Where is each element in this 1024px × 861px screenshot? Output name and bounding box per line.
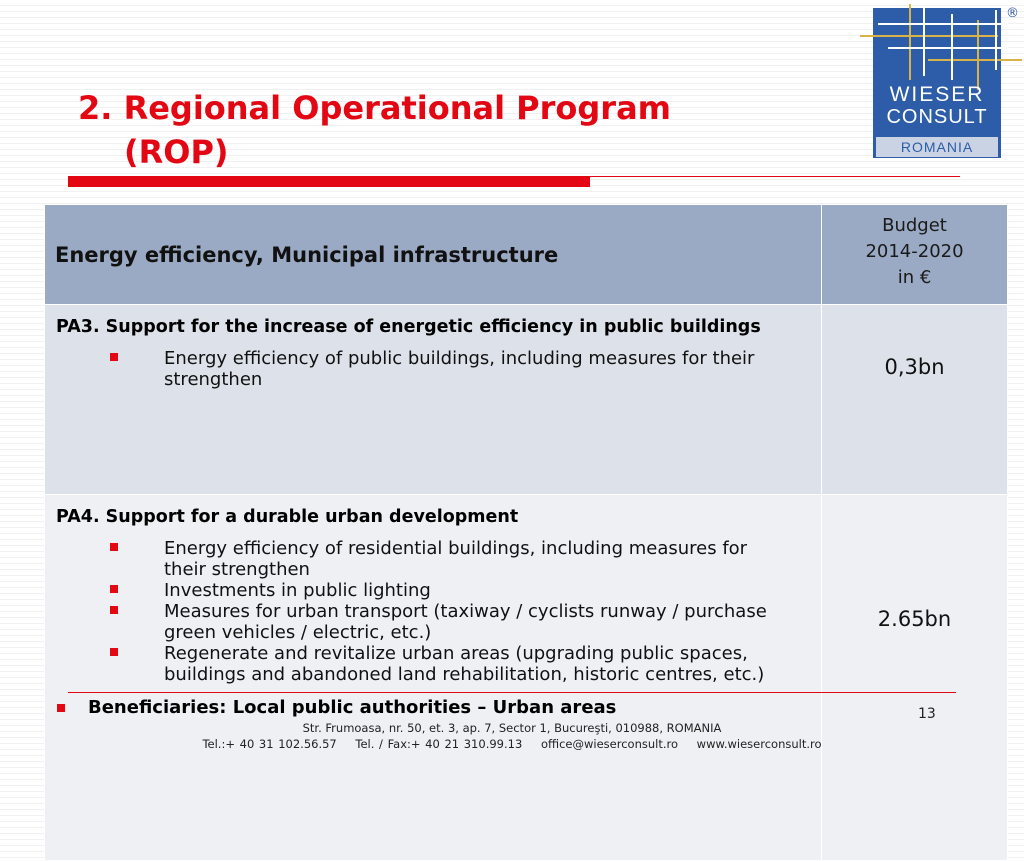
logo-grid-icon bbox=[858, 0, 1024, 90]
footer-divider bbox=[68, 692, 956, 693]
logo-text-consult: CONSULT bbox=[886, 106, 988, 128]
header-budget-line1: Budget bbox=[882, 215, 947, 236]
list-item-text: Energy efficiency of residential buildings, including measures for their strengthen bbox=[164, 538, 748, 580]
pa4-budget-value: 2.65bn bbox=[822, 495, 1008, 861]
list-item-text: Investments in public lighting bbox=[164, 580, 431, 601]
footer-address: Str. Frumoasa, nr. 50, et. 3, ap. 7, Sector 1, Bucureşti, 010988, ROMANIA bbox=[302, 721, 722, 735]
bullet-square-icon bbox=[110, 606, 118, 614]
list-item bbox=[46, 580, 820, 601]
list-item-text: Regenerate and revitalize urban areas (upgrading public spaces, buildings and abandoned land rehabilitation, historic centres, etc.) bbox=[164, 643, 765, 685]
pa4-bullet-list bbox=[46, 538, 820, 685]
table-row bbox=[45, 305, 1008, 495]
table-header-row bbox=[45, 205, 1008, 305]
pa4-cell bbox=[45, 495, 822, 861]
slide-title-line2: (ROP) bbox=[124, 133, 229, 171]
pa3-bullet-list bbox=[46, 348, 820, 390]
footer-fax: Tel. / Fax:+ 40 21 310.99.13 bbox=[355, 737, 523, 751]
header-budget bbox=[822, 205, 1008, 305]
pa3-cell bbox=[45, 305, 822, 495]
pa3-title: PA3. Support for the increase of energetic efficiency in public buildings bbox=[56, 317, 761, 337]
title-underline-thin bbox=[590, 176, 960, 177]
header-budget-line3: in € bbox=[897, 267, 932, 288]
footer-contacts bbox=[0, 737, 1024, 751]
list-item-text: Measures for urban transport (taxiway / cyclists runway / purchase green vehicles / electric, etc.) bbox=[164, 601, 767, 643]
bullet-square-icon bbox=[57, 704, 65, 712]
page-number: 13 bbox=[918, 706, 936, 722]
registered-mark: ® bbox=[1006, 6, 1019, 21]
list-item bbox=[46, 643, 820, 685]
bullet-square-icon bbox=[110, 353, 118, 361]
bullet-square-icon bbox=[110, 543, 118, 551]
beneficiaries-text: Beneficiaries: Local public authorities – Urban areas bbox=[88, 697, 617, 718]
footer-tel: Tel.:+ 40 31 102.56.57 bbox=[202, 737, 337, 751]
footer-email-link[interactable]: office@wieserconsult.ro bbox=[540, 737, 679, 751]
logo-text-romania: ROMANIA bbox=[876, 137, 998, 157]
slide-title-line1: 2. Regional Operational Program bbox=[78, 89, 672, 127]
rop-table bbox=[44, 204, 1008, 861]
list-item-text: Energy efficiency of public buildings, including measures for their strengthen bbox=[164, 348, 755, 390]
title-underline-thick bbox=[68, 176, 590, 187]
footer-web-link[interactable]: www.wieserconsult.ro bbox=[696, 737, 822, 751]
pa4-title: PA4. Support for a durable urban development bbox=[56, 507, 519, 527]
logo-text-wieser: WIESER bbox=[889, 83, 985, 106]
list-item bbox=[46, 601, 820, 643]
wieser-consult-logo bbox=[858, 0, 1024, 160]
list-item bbox=[46, 348, 820, 390]
header-budget-line2: 2014-2020 bbox=[865, 241, 964, 262]
header-category: Energy efficiency, Municipal infrastructure bbox=[45, 205, 822, 305]
beneficiaries-line bbox=[46, 697, 820, 718]
slide-title bbox=[78, 86, 798, 174]
pa3-budget-value: 0,3bn bbox=[822, 305, 1008, 495]
table-row bbox=[45, 495, 1008, 861]
list-item bbox=[46, 538, 820, 580]
bullet-square-icon bbox=[110, 648, 118, 656]
bullet-square-icon bbox=[110, 585, 118, 593]
